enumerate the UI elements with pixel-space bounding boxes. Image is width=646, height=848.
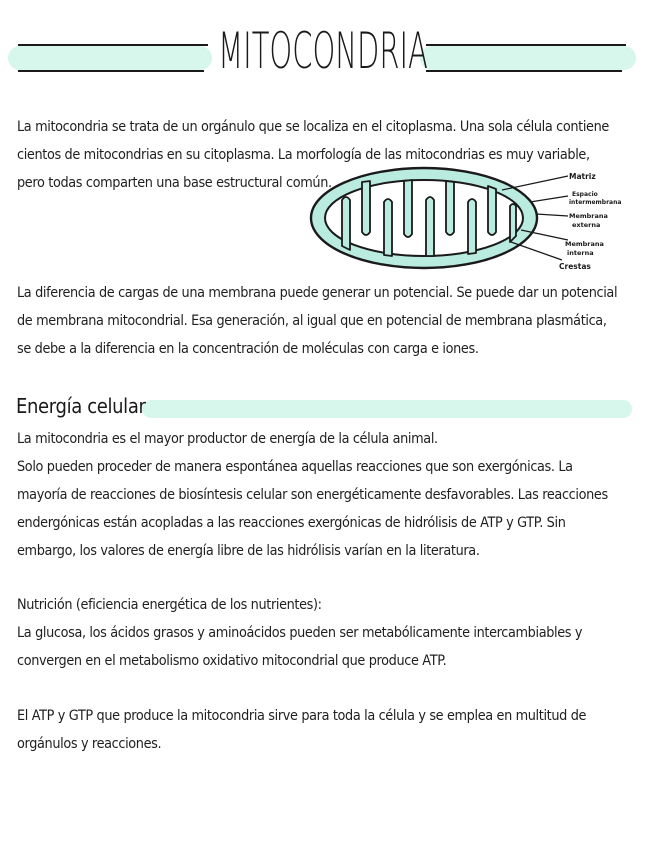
energy-line-4: endergónicas están acopladas a las reacciones exergónicas de hidrólisis de ATP y GTP. Sin — [17, 515, 566, 531]
closing-paragraph — [17, 702, 586, 758]
closing-line-1: El ATP y GTP que produce la mitocondria sirve para toda la célula y se emplea en multitud de — [17, 708, 587, 724]
energy-line-5: embargo, los valores de energía libre de las hidrólisis varían en la literatura. — [17, 543, 480, 559]
label-membrana-externa: Membrana externa — [569, 212, 608, 229]
label-espacio-intermembrana: Espacio intermembrana — [569, 191, 622, 206]
energy-line-3: mayoría de reacciones de biosíntesis celular son energéticamente desfavorables. Las reacciones — [17, 487, 608, 503]
energy-line-1: La mitocondria es el mayor productor de energía de la célula animal. — [17, 431, 438, 447]
mitochondria-diagram — [306, 162, 636, 280]
nutrition-line-1: Nutrición (eficiencia energética de los nutrientes): — [17, 597, 322, 613]
page-title: MITOCONDRIA — [218, 22, 428, 80]
heading-highlight — [142, 400, 632, 418]
nutrition-line-2: La glucosa, los ácidos grasos y aminoácidos pueden ser metabólicamente intercambiables y — [17, 625, 583, 641]
potential-line-1: La diferencia de cargas de una membrana puede generar un potencial. Se puede dar un potencial — [17, 285, 618, 301]
potential-paragraph — [17, 279, 617, 363]
title-banner — [0, 0, 646, 110]
energy-paragraph — [17, 425, 608, 565]
intro-line-3: pero todas comparten una base estructural común. — [17, 175, 332, 191]
intro-line-2: cientos de mitocondrias en su citoplasma. La morfología de las mitocondrias es muy variable, — [17, 147, 590, 163]
nutrition-paragraph — [17, 591, 582, 675]
potential-line-3: se debe a la diferencia en la concentración de moléculas con carga e iones. — [17, 341, 479, 357]
label-crestas: Crestas — [559, 262, 591, 271]
closing-line-2: orgánulos y reacciones. — [17, 736, 162, 752]
energy-line-2: Solo pueden proceder de manera espontánea aquellas reacciones que son exergónicas. La — [17, 459, 573, 475]
label-matriz: Matriz — [569, 172, 596, 181]
label-membrana-interna: Membrana interna — [565, 240, 604, 257]
section-heading-energia: Energía celular — [16, 394, 146, 418]
intro-line-1: La mitocondria se trata de un orgánulo que se localiza en el citoplasma. Una sola célula contiene — [17, 119, 609, 135]
potential-line-2: de membrana mitocondrial. Esa generación, al igual que en potencial de membrana plasmática, — [17, 313, 607, 329]
nutrition-line-3: convergen en el metabolismo oxidativo mitocondrial que produce ATP. — [17, 653, 447, 669]
